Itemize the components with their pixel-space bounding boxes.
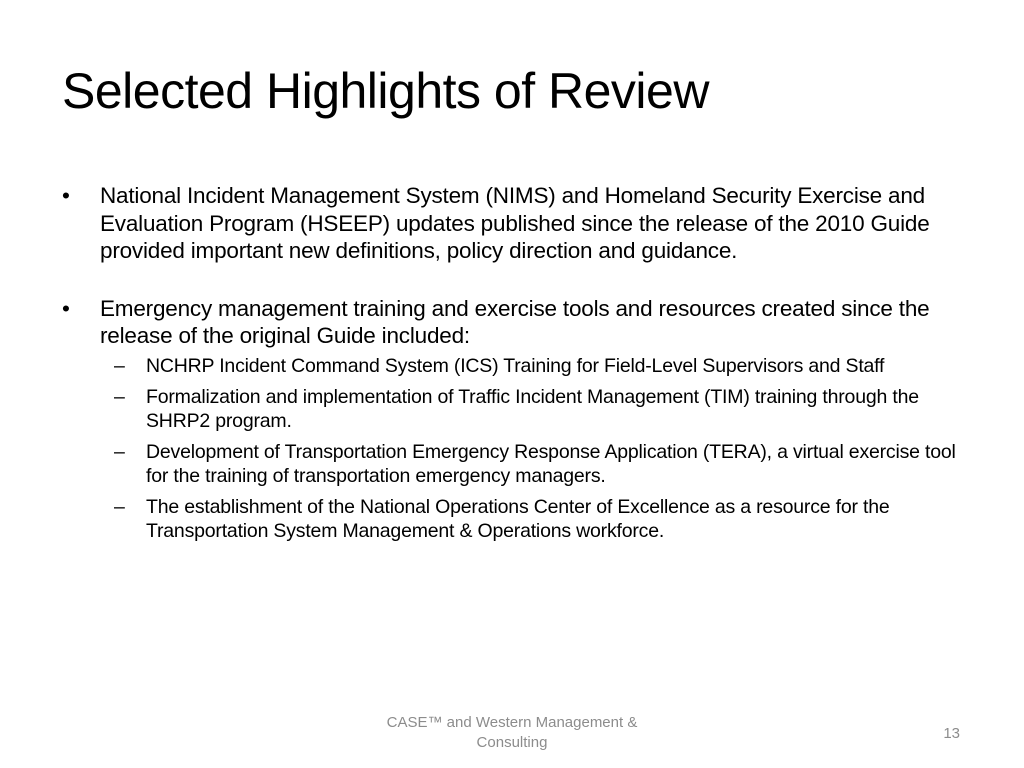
sub-bullet-text: Development of Transportation Emergency Response Application (TERA), a virtual exercise tool for the training of transportation emergency managers. (146, 440, 956, 487)
sub-bullet-list (100, 354, 967, 543)
sub-bullet-item (100, 385, 967, 433)
sub-bullet-text: NCHRP Incident Command System (ICS) Training for Field-Level Supervisors and Staff (146, 354, 885, 377)
dash-icon: – (114, 354, 125, 377)
sub-bullet-item (100, 354, 967, 378)
bullet-text: National Incident Management System (NIMS) and Homeland Security Exercise and Evaluation Program (HSEEP) updates published since the release of the 2010 Guide provided important new definitions, policy direction and guidance. (100, 183, 930, 263)
bullet-item (62, 182, 967, 265)
sub-bullet-item (100, 495, 967, 543)
sub-bullet-text: The establishment of the National Operations Center of Excellence as a resource for the Transportation System Management & Operations workforce. (146, 495, 890, 542)
footer-attribution (352, 713, 672, 753)
footer-line-2: Consulting (476, 734, 548, 751)
bullet-text: Emergency management training and exercise tools and resources created since the release of the original Guide included: (100, 295, 930, 348)
slide-number: 13 (943, 725, 960, 742)
bullet-icon: • (62, 295, 70, 321)
sub-bullet-item (100, 440, 967, 488)
bullet-list (62, 182, 967, 550)
bullet-icon: • (62, 183, 70, 208)
dash-icon: – (114, 385, 125, 408)
slide-title: Selected Highlights of Review (62, 63, 709, 119)
dash-icon: – (114, 440, 125, 463)
bullet-item (62, 295, 967, 543)
sub-bullet-text: Formalization and implementation of Traffic Incident Management (TIM) training through the SHRP2 program. (146, 385, 919, 432)
dash-icon: – (114, 495, 125, 518)
footer-line-1: CASE™ and Western Management & (386, 714, 638, 731)
